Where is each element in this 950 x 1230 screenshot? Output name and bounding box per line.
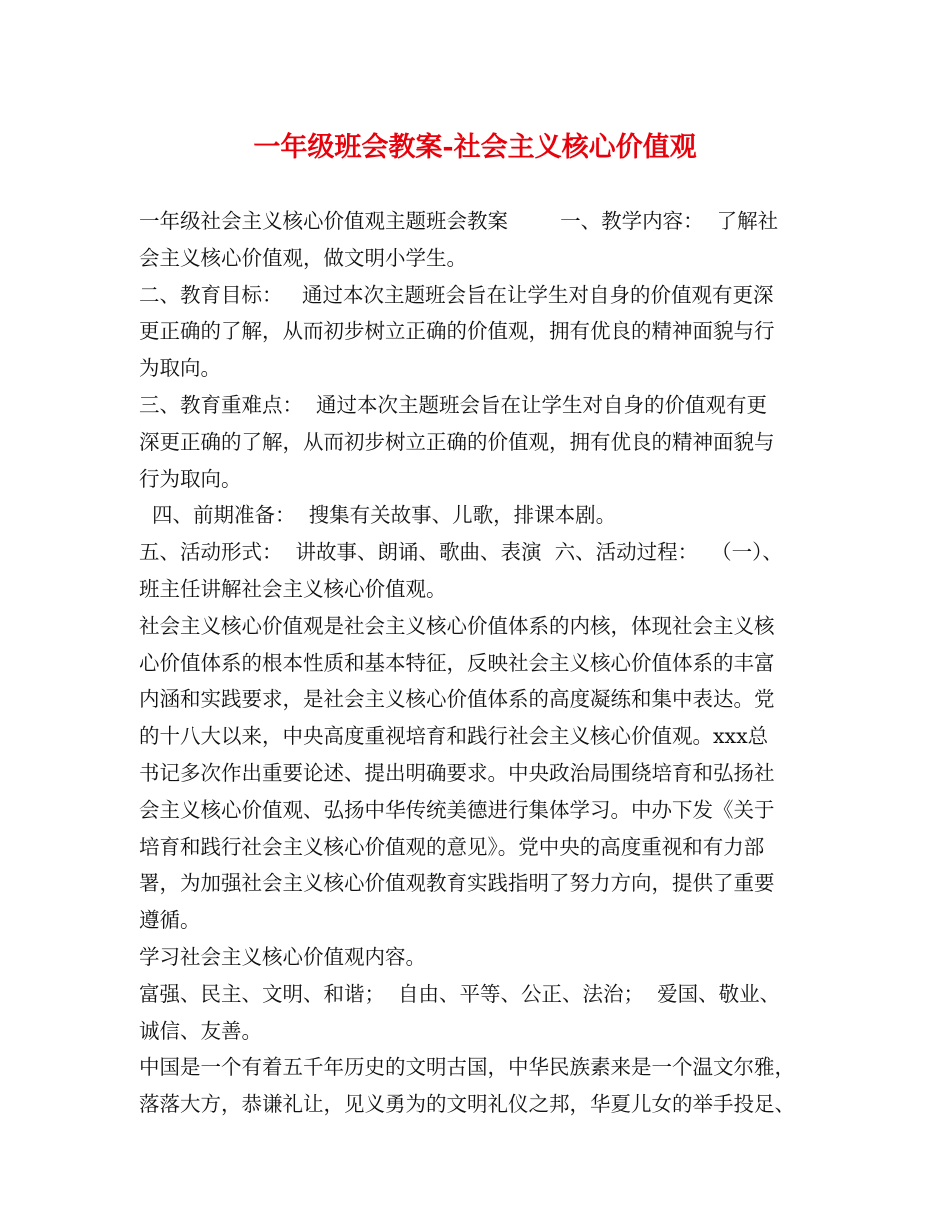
body-line: 更正确的了解，从而初步树立正确的价值观，拥有优良的精神面貌与行 [139, 319, 775, 344]
body-line: 富强、民主、文明、和谐； 自由、平等、公正、法治； 爱国、敬业、 [139, 981, 781, 1006]
body-line: 社会主义核心价值观是社会主义核心价值体系的内核，体现社会主义核 [139, 613, 775, 638]
body-line: 学习社会主义核心价值观内容。 [139, 944, 426, 969]
body-line: 班主任讲解社会主义核心价值观。 [139, 576, 447, 601]
body-line: 内涵和实践要求，是社会主义核心价值体系的高度凝练和集中表达。党 [139, 687, 775, 712]
body-line: 为取向。 [139, 356, 221, 381]
body-line: 会主义核心价值观，做文明小学生。 [139, 245, 467, 270]
body-line: 二、教育目标： 通过本次主题班会旨在让学生对自身的价值观有更深 [139, 282, 774, 307]
body-line: 书记多次作出重要论述、提出明确要求。中央政治局围绕培育和弘扬社 [139, 760, 775, 785]
document-body [139, 203, 819, 1123]
body-line: 诚信、友善。 [139, 1018, 262, 1043]
body-line: 落落大方，恭谦礼让，见义勇为的文明礼仪之邦，华夏儿女的举手投足、 [139, 1092, 795, 1117]
body-line: 的十八大以来，中央高度重视培育和践行社会主义核心价值观。xxx总 [139, 724, 769, 749]
body-line: 四、前期准备： 搜集有关故事、儿歌，排课本剧。 [139, 503, 617, 528]
body-line: 三、教育重难点： 通过本次主题班会旨在让学生对自身的价值观有更 [139, 392, 768, 417]
body-line: 署，为加强社会主义核心价值观教育实践指明了努力方向，提供了重要 [139, 871, 775, 896]
body-line: 一年级社会主义核心价值观主题班会教案 一、教学内容： 了解社 [139, 209, 779, 233]
body-line: 遵循。 [139, 908, 201, 933]
body-line: 行为取向。 [139, 466, 242, 491]
body-line: 深更正确的了解，从而初步树立正确的价值观，拥有优良的精神面貌与 [139, 429, 775, 454]
body-line: 中国是一个有着五千年历史的文明古国，中华民族素来是一个温文尔雅， [139, 1055, 795, 1080]
body-line: 培育和践行社会主义核心价值观的意见》。党中央的高度重视和有力部 [139, 834, 765, 859]
body-line: 会主义核心价值观、弘扬中华传统美德进行集体学习。中办下发《关于 [139, 797, 775, 822]
body-line: 五、活动形式： 讲故事、朗诵、歌曲、表演 六、活动过程： （一）、 [139, 540, 783, 565]
body-line: 心价值体系的根本性质和基本特征，反映社会主义核心价值体系的丰富 [139, 650, 775, 675]
document-title: 一年级班会教案-社会主义核心价值观 [253, 132, 697, 163]
